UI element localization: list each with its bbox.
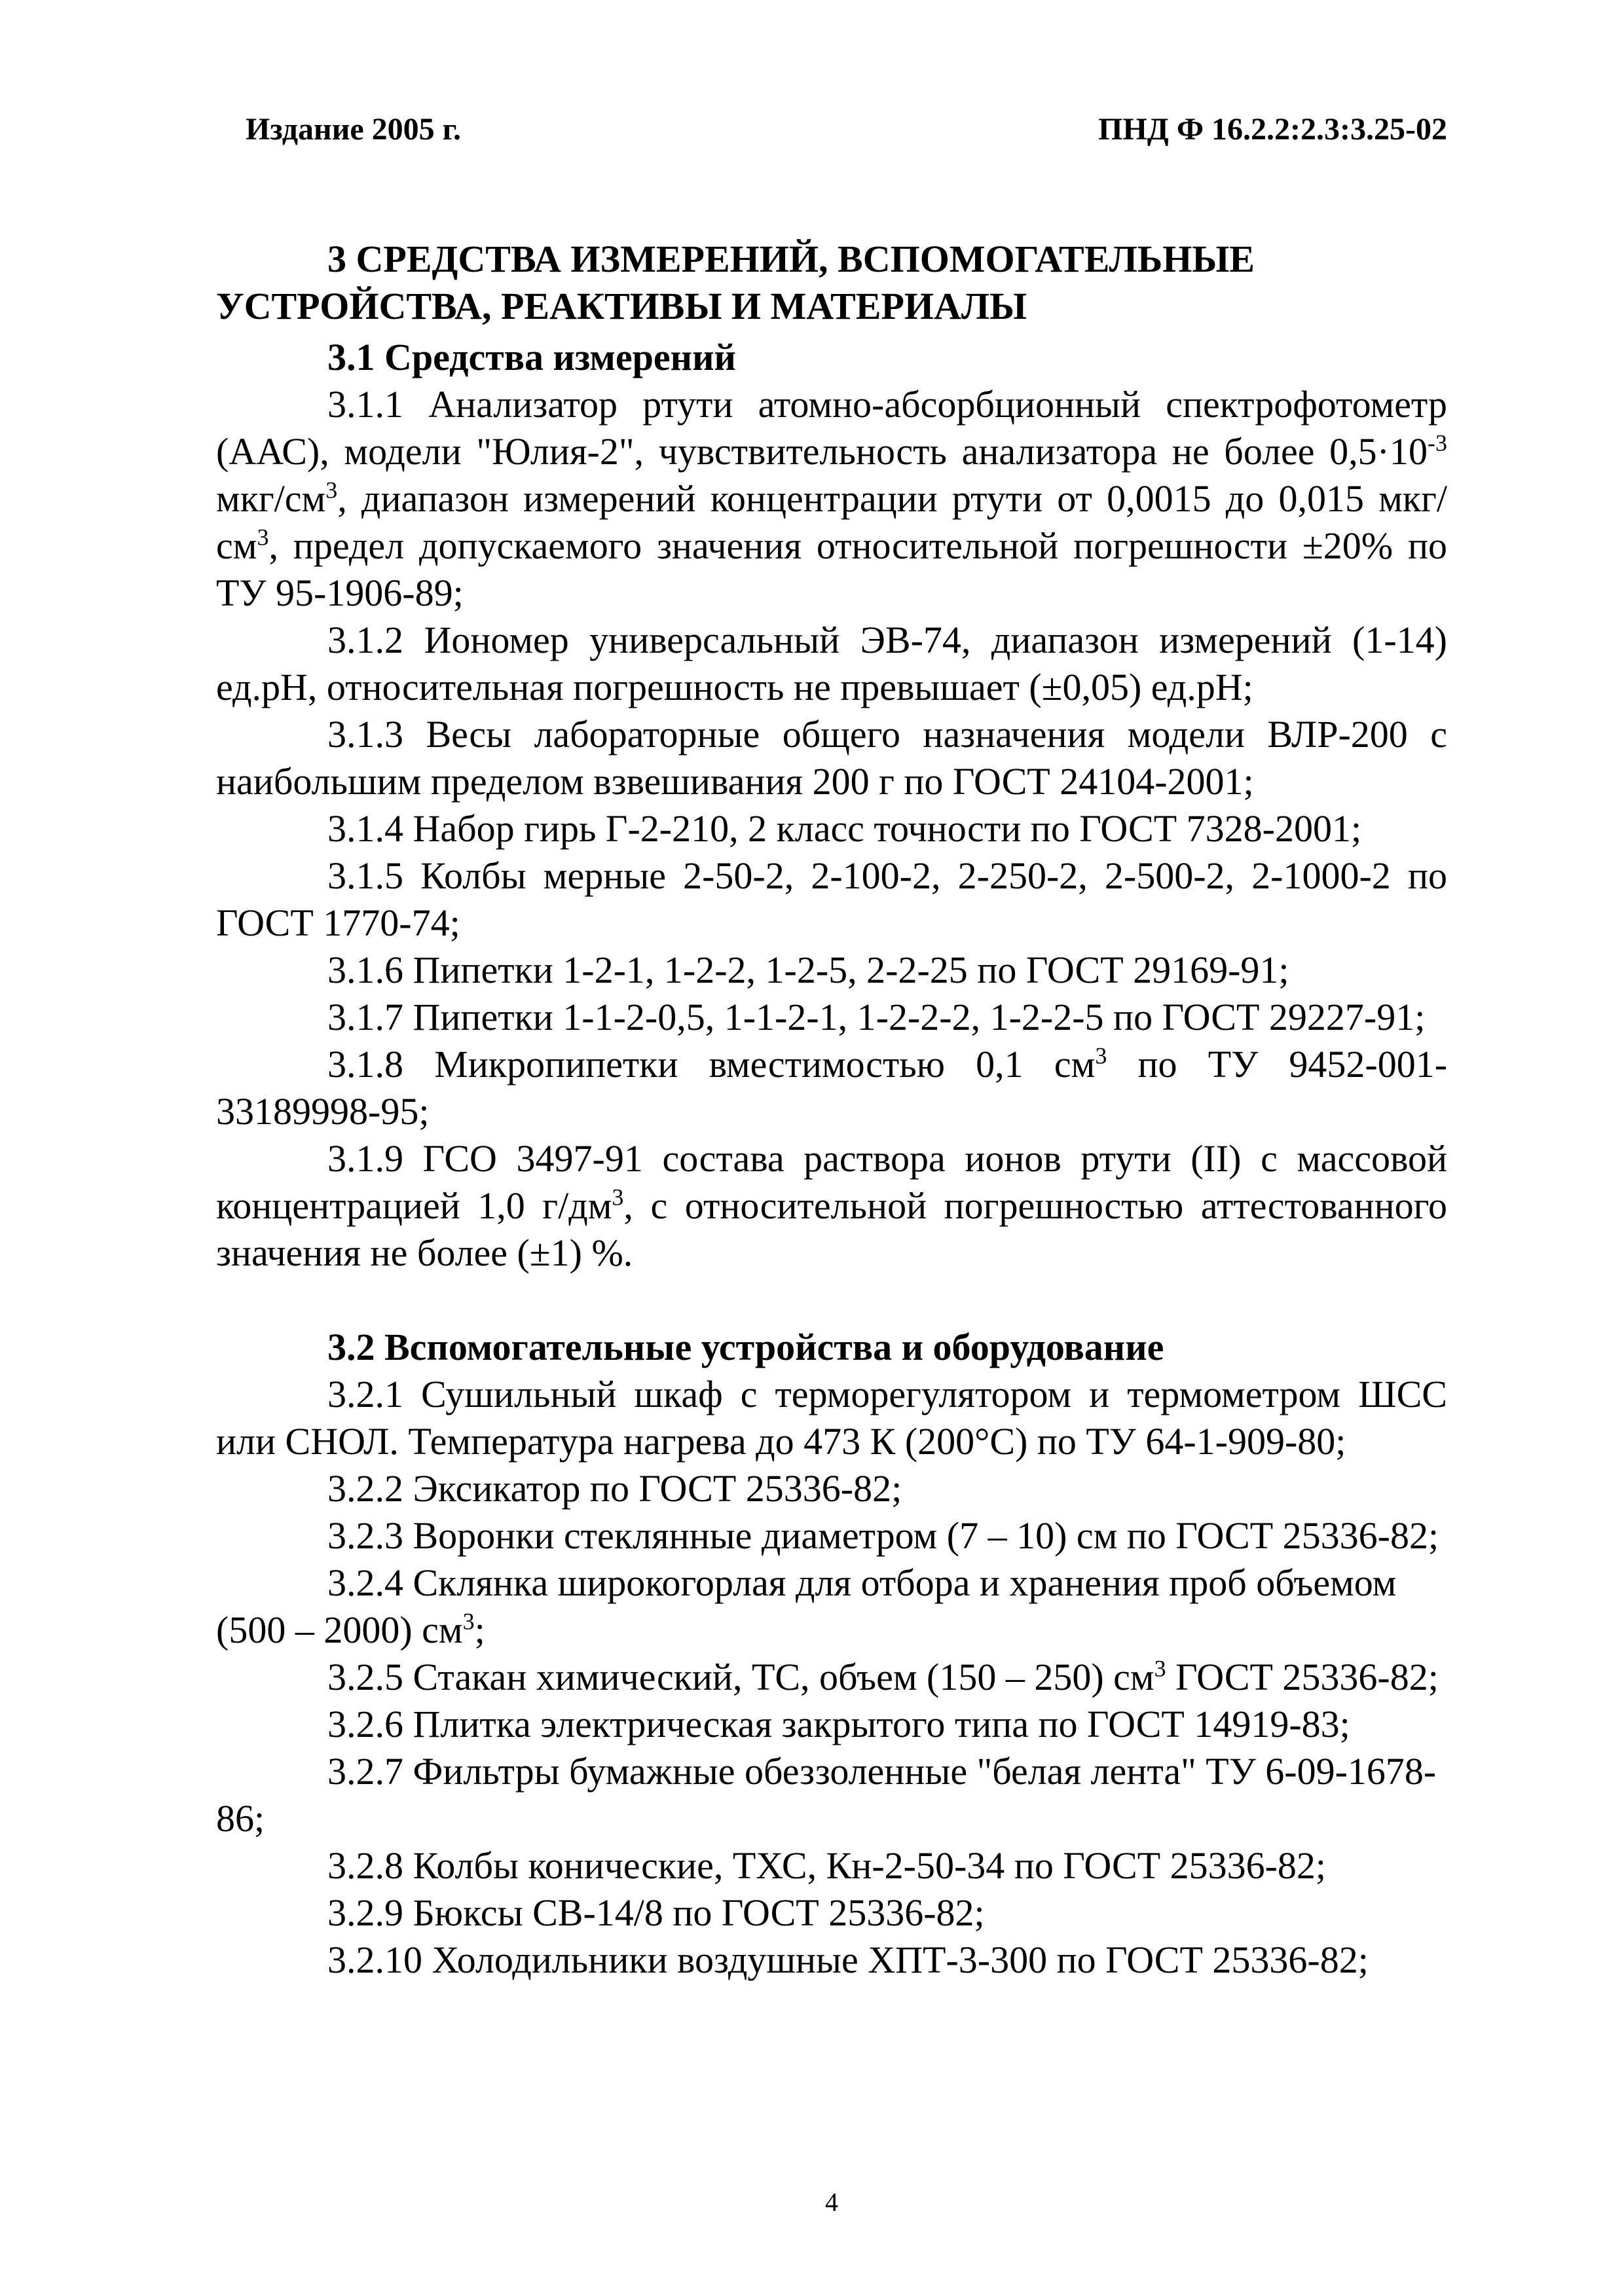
subsection-heading-3-2: 3.2 Вспомогательные устройства и оборудование	[327, 1326, 1164, 1368]
document-number: ПНД Ф 16.2.2:2.3:3.25-02	[1098, 112, 1447, 147]
list-item-3-2-9: 3.2.9 Бюксы СВ-14/8 по ГОСТ 25336-82;	[327, 1891, 985, 1934]
text-fragment: 3.1.8 Микропипетки вместимостью 0,1 см	[327, 1043, 1096, 1085]
text-fragment: 3.2.5 Стакан химический, ТС, объем (150 – 250) см	[327, 1656, 1154, 1698]
text-fragment: , диапазон измерений концентрации ртути от 0,0015 до 0,015 мкг/см	[216, 477, 1447, 567]
list-item-3-1-6: 3.1.6 Пипетки 1-2-1, 1-2-2, 1-2-5, 2-2-25 по ГОСТ 29169-91;	[327, 949, 1289, 991]
document-page	[216, 105, 1447, 2239]
text-fragment: ;	[474, 1609, 485, 1651]
text-fragment: 3.1.9 ГСО 3497-91 состава раствора ионов ртути (II) с массовой концентрацией 1,0 г/дм	[216, 1137, 1447, 1227]
superscript: 3	[612, 1184, 624, 1211]
superscript: 3	[1095, 1042, 1107, 1069]
text-fragment: ГОСТ 25336-82;	[1166, 1656, 1439, 1698]
list-item-3-2-4	[216, 1559, 1447, 1654]
section-title-line-1: 3 СРЕДСТВА ИЗМЕРЕНИЙ, ВСПОМОГАТЕЛЬНЫЕ	[327, 238, 1255, 280]
list-item-3-1-5: 3.1.5 Колбы мерные 2-50-2, 2-100-2, 2-250-2, 2-500-2, 2-1000-2 по ГОСТ 1770-74;	[216, 854, 1447, 944]
superscript: 3	[325, 477, 338, 503]
list-item-3-2-6: 3.2.6 Плитка электрическая закрытого типа по ГОСТ 14919-83;	[327, 1703, 1350, 1745]
list-item-3-2-10: 3.2.10 Холодильники воздушные ХПТ-3-300 по ГОСТ 25336-82;	[327, 1939, 1369, 1981]
superscript: 3	[1154, 1655, 1166, 1682]
page-header	[216, 105, 1447, 157]
text-fragment: , с относительной погрешностью аттестованного значения не более (±1) %.	[216, 1184, 1447, 1274]
text-fragment: 3.2.4 Склянка широкогорлая для отбора и хранения проб объемом (500 – 2000) см	[216, 1561, 1397, 1651]
text-fragment: мкг/см	[216, 477, 326, 520]
list-item-3-1-7: 3.1.7 Пипетки 1-1-2-0,5, 1-1-2-1, 1-2-2-2, 1-2-2-5 по ГОСТ 29227-91;	[327, 996, 1426, 1038]
list-item-3-2-3: 3.2.3 Воронки стеклянные диаметром (7 – 10) см по ГОСТ 25336-82;	[327, 1514, 1439, 1557]
list-item-3-1-4: 3.1.4 Набор гирь Г-2-210, 2 класс точности по ГОСТ 7328-2001;	[327, 807, 1362, 850]
superscript: -3	[1428, 429, 1447, 456]
list-item-3-2-1: 3.2.1 Сушильный шкаф с терморегулятором и термометром ШСС или СНОЛ. Температура нагрева до 473 К (200°С) по ТУ 64-1-909-80;	[216, 1373, 1447, 1463]
list-item-3-1-3: 3.1.3 Весы лабораторные общего назначения модели ВЛР-200 с наибольшим пределом взвешивания 200 г по ГОСТ 24104-2001;	[216, 713, 1447, 803]
list-item-3-1-9	[216, 1135, 1447, 1277]
list-item-3-1-1	[216, 381, 1447, 617]
text-fragment: , предел допускаемого значения относительной погрешности ±20% по ТУ 95-1906-89;	[216, 524, 1447, 614]
list-item-3-2-5	[216, 1654, 1447, 1701]
document-body	[216, 334, 1447, 1984]
list-item-3-2-2: 3.2.2 Эксикатор по ГОСТ 25336-82;	[327, 1467, 902, 1510]
page-number: 4	[825, 2187, 838, 2217]
section-title-line-2: УСТРОЙСТВА, РЕАКТИВЫ И МАТЕРИАЛЫ	[216, 285, 1027, 327]
edition-label: Издание 2005 г.	[246, 112, 462, 147]
superscript: 3	[257, 524, 269, 551]
superscript: 3	[462, 1608, 475, 1635]
text-fragment: по ТУ 9452-001-33189998-95;	[216, 1043, 1448, 1133]
list-item-3-1-2: 3.1.2 Иономер универсальный ЭВ-74, диапазон измерений (1-14) ед.рН, относительная погрешность не превышает (±0,05) ед.рН;	[216, 619, 1447, 708]
subsection-heading-3-1: 3.1 Средства измерений	[327, 336, 736, 378]
list-item-3-1-8	[216, 1041, 1447, 1135]
list-item-3-2-7: 3.2.7 Фильтры бумажные обеззоленные "белая лента" ТУ 6-09-1678-86;	[216, 1750, 1437, 1840]
text-fragment: 3.1.1 Анализатор ртути атомно-абсорбционный спектрофотометр (ААС), модели "Юлия-2", чувствительность анализатора не более 0,5·10	[216, 383, 1447, 473]
section-spacer	[216, 1277, 1447, 1324]
section-title	[216, 236, 1447, 330]
list-item-3-2-8: 3.2.8 Колбы конические, ТХС, Кн-2-50-34 по ГОСТ 25336-82;	[327, 1844, 1327, 1887]
